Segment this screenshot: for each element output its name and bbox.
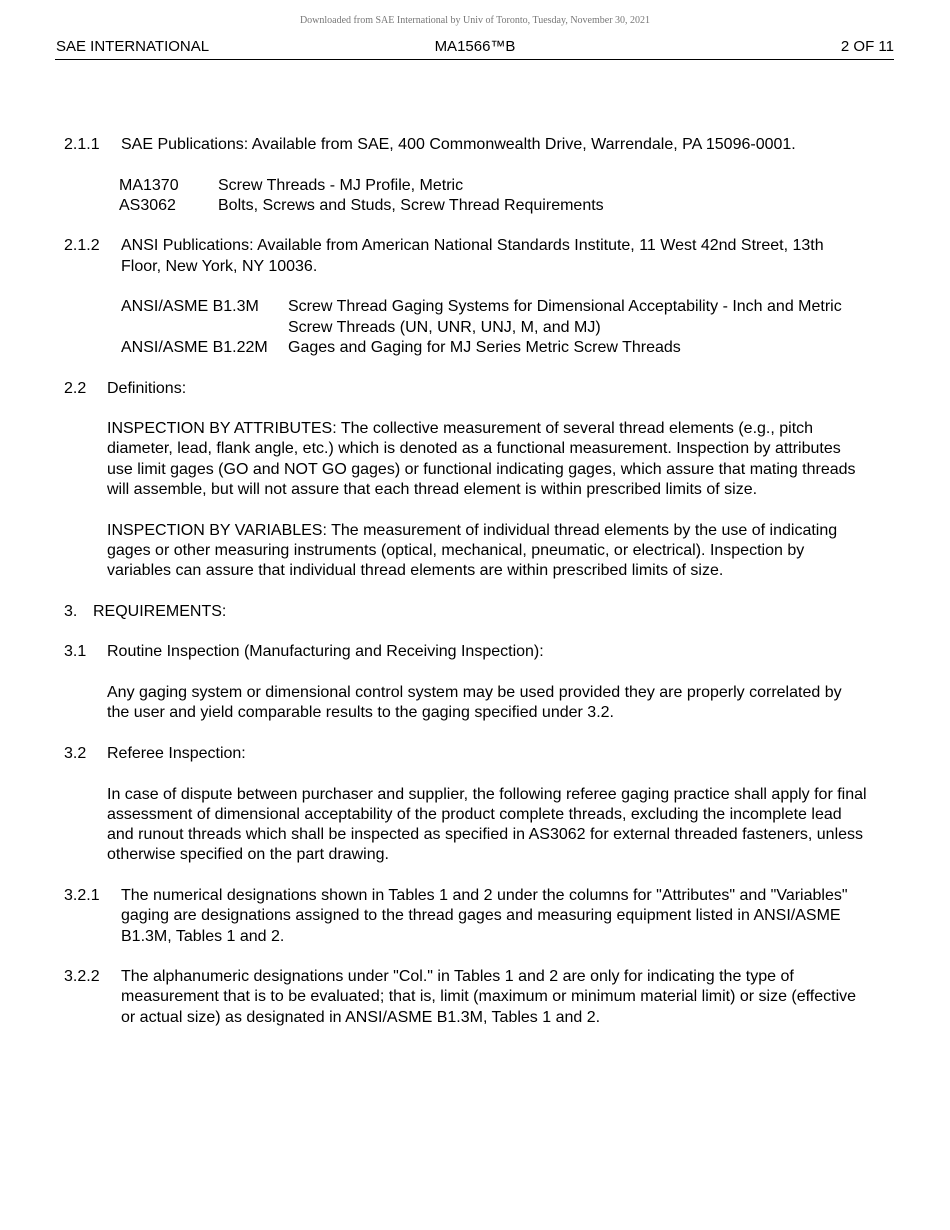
section-number: 3.1 [64, 643, 87, 661]
section-3-2 [64, 744, 864, 764]
section-number: 3.2.2 [64, 968, 100, 986]
definition-attributes: INSPECTION BY ATTRIBUTES: The collective measurement of several thread elements (e.g., pitch diameter, lead, flank angle, etc.) which is denoted as a functional measurement. Inspection by attributes use limit gages (GO and NOT GO gages) or functional indicating gages, which assure that mating threads will assemble, but will not assure that each thread element is within prescribed limits of size. [107, 420, 856, 499]
header-publisher: SAE INTERNATIONAL [56, 38, 210, 55]
section-2-2 [64, 379, 864, 399]
reference-item [119, 176, 864, 196]
reference-item [119, 196, 864, 216]
reference-title: Screw Thread Gaging Systems for Dimensional Acceptability - Inch and Metric Screw Threads (UN, UNR, UNJ, M, and MJ) [288, 298, 842, 336]
header-document-number: MA1566™B [434, 38, 516, 55]
section-2-1-2 [64, 236, 864, 277]
reference-item [121, 297, 864, 338]
document-body [64, 135, 867, 1028]
section-3 [64, 602, 864, 622]
section-text: The alphanumeric designations under "Col." in Tables 1 and 2 are only for indicating the type of measurement that is to be evaluated; that is, limit (maximum or minimum material limit) or size (effective or actual size) as designated in ANSI/ASME B1.3M, Tables 1 and 2. [121, 968, 857, 1026]
reference-code: ANSI/ASME B1.3M [121, 298, 259, 316]
reference-title: Screw Threads - MJ Profile, Metric [218, 176, 464, 194]
section-text: The numerical designations shown in Tables 1 and 2 under the columns for "Attributes" and "Variables" gaging are designations assigned to the thread gages and measuring equipment listed in ANSI/ASME B1.3M, Tables 1 and 2. [121, 886, 848, 945]
section-heading: Routine Inspection (Manufacturing and Receiving Inspection): [107, 643, 544, 661]
reference-code: ANSI/ASME B1.22M [121, 338, 268, 356]
reference-title: Gages and Gaging for MJ Series Metric Screw Threads [288, 338, 681, 356]
section-number: 2.1.2 [64, 237, 100, 255]
reference-code: AS3062 [119, 196, 176, 214]
definition-variables: INSPECTION BY VARIABLES: The measurement of individual thread elements by the use of indicating gages or other measuring instruments (optical, mechanical, pneumatic, or electrical). Inspection by variables can assure that individual thread elements are within prescribed limits of size. [107, 521, 838, 580]
section-heading: REQUIREMENTS: [93, 602, 227, 620]
section-number: 3.2 [64, 744, 87, 762]
section-heading: Referee Inspection: [107, 744, 246, 762]
reference-item [121, 338, 864, 358]
section-paragraph: In case of dispute between purchaser and supplier, the following referee gaging practice shall apply for final assessment of dimensional acceptability of the product complete threads, excluding the incomplete lead and runout threads which shall be inspected as specified in AS3062 for external threaded fasteners, unless otherwise specified on the part drawing. [107, 785, 867, 864]
section-heading: Definitions: [107, 379, 187, 397]
section-paragraph: Any gaging system or dimensional control system may be used provided they are properly correlated by the user and yield comparable results to the gaging specified under 3.2. [107, 684, 842, 722]
reference-code: MA1370 [119, 176, 179, 194]
section-2-1-1 [64, 135, 864, 155]
section-3-2-2 [64, 967, 864, 1028]
download-watermark: Downloaded from SAE International by Univ of Toronto, Tuesday, November 30, 2021 [299, 15, 651, 26]
header-rule [55, 59, 894, 60]
section-3-1 [64, 642, 864, 662]
section-number: 3.2.1 [64, 886, 100, 904]
header-page-number: 2 OF 11 [840, 38, 894, 55]
section-text: SAE Publications: Available from SAE, 400 Commonwealth Drive, Warrendale, PA 15096-0001. [121, 136, 796, 153]
section-number: 2.2 [64, 379, 87, 397]
section-number: 2.1.1 [64, 136, 100, 153]
section-3-2-1 [64, 886, 864, 947]
section-text: ANSI Publications: Available from American National Standards Institute, 11 West 42nd Street, 13th Floor, New York, NY 10036. [121, 237, 824, 275]
section-number: 3. [64, 602, 78, 620]
reference-title: Bolts, Screws and Studs, Screw Thread Requirements [218, 196, 604, 214]
